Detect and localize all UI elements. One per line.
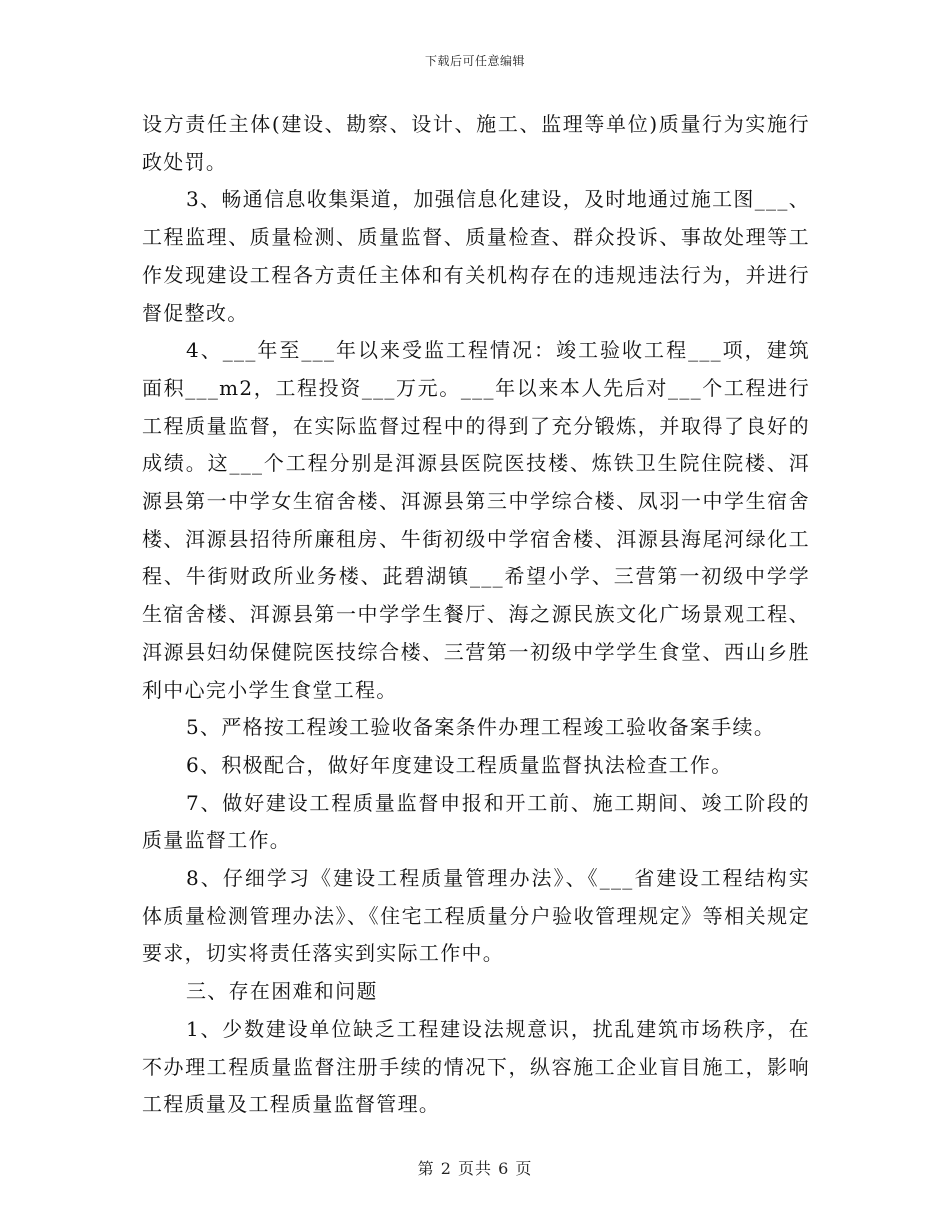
paragraph-item-7: 7、做好建设工程质量监督申报和开工前、施工期间、竣工阶段的质量监督工作。 [142, 790, 810, 853]
document-body [142, 106, 810, 1124]
page-footer: 第 2 页共 6 页 [417, 1159, 533, 1178]
paragraph-item-5: 5、严格按工程竣工验收备案条件办理工程竣工验收备案手续。 [186, 715, 776, 740]
paragraph-problem-1: 1、少数建设单位缺乏工程建设法规意识，扰乱建筑市场秩序，在不办理工程质量监督注册手续的情况下，纵容施工企业盲目施工，影响工程质量及工程质量监督管理。 [142, 1016, 810, 1117]
section-heading: 三、存在困难和问题 [186, 979, 378, 1004]
paragraph-continuation: 设方责任主体(建设、勘察、设计、施工、监理等单位)质量行为实施行政处罚。 [142, 112, 810, 174]
paragraph-item-4: 4、___年至___年以来受监工程情况：竣工验收工程___项，建筑面积___m2，工程投资___万元。___年以来本人先后对___个工程进行工程质量监督，在实际监督过程中的得到了充分锻炼，并取得了良好的成绩。这___个工程分别是洱源县医院医技楼、炼铁卫生院住院楼、洱源县第一中学女生宿舍楼、洱源县第三中学综合楼、凤羽一中学生宿舍楼、洱源县招待所廉租房、牛街初级中学宿舍楼、洱源县海尾河绿化工程、牛街财政所业务楼、茈碧湖镇___希望小学、三营第一初级中学学生宿舍楼、洱源县第一中学学生餐厅、海之源民族文化广场景观工程、洱源县妇幼保健院医技综合楼、三营第一初级中学学生食堂、西山乡胜利中心完小学生食堂工程。 [142, 338, 810, 702]
page-header: 下载后可任意编辑 [424, 54, 525, 68]
paragraph-item-8: 8、仔细学习《建设工程质量管理办法》、《___省建设工程结构实体质量检测管理办法》、《住宅工程质量分户验收管理规定》等相关规定要求，切实将责任落实到实际工作中。 [142, 866, 810, 966]
paragraph-item-3: 3、畅通信息收集渠道，加强信息化建设，及时地通过施工图___、工程监理、质量检测、质量监督、质量检查、群众投诉、事故处理等工作发现建设工程各方责任主体和有关机构存在的违规违法行为，并进行督促整改。 [142, 187, 810, 325]
paragraph-item-6: 6、积极配合，做好年度建设工程质量监督执法检查工作。 [186, 752, 733, 777]
